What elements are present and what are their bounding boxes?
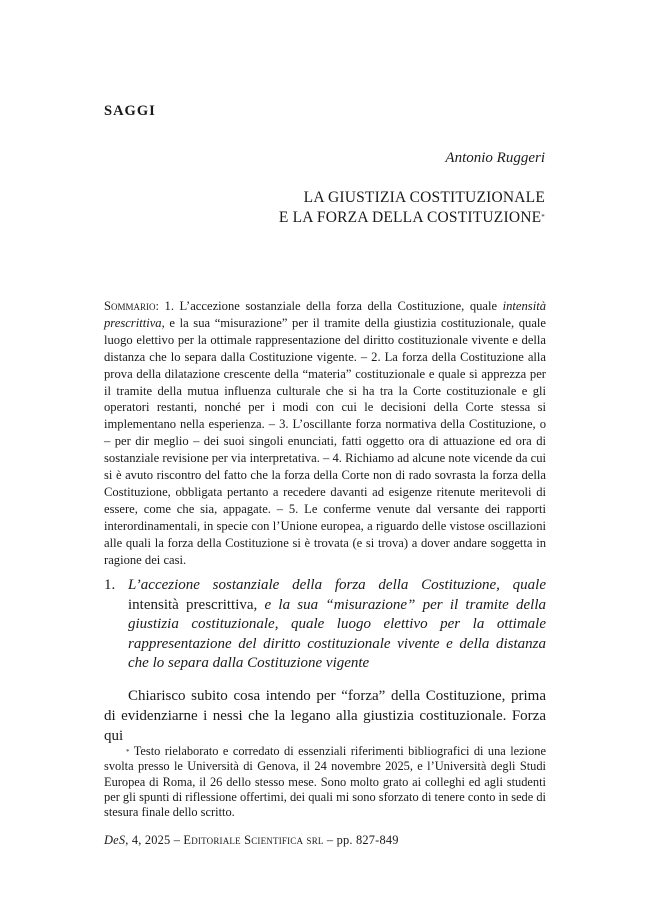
footnote-text: Testo rielaborato e corredato di essenziali riferimenti bibliografici di una lezione svolta presso le Università di Genova, il 24 novembre 2025, e l’Università degli Studi Europea di Roma, il 26 dello stesso mese. Sono molto grato ai colleghi ed agli studenti per gli spunti di riflessione offertimi, dei quali mi sono sforzato di tenere conto in sede di stesura finale dello scritto. [104, 744, 546, 820]
page-footer [104, 833, 399, 848]
footer-journal: DeS [104, 833, 126, 847]
title-line-2 [279, 208, 545, 228]
summary-lead: Sommario: [104, 299, 160, 313]
section-number: 1. [104, 577, 116, 593]
article-title [279, 188, 545, 228]
title-footnote-marker[interactable]: * [541, 213, 545, 221]
body-paragraph: Chiarisco subito cosa intendo per “forza” della Costituzione, prima di evidenziarne i nessi che la legano alla giustizia costituzionale. Forza qui [104, 688, 546, 744]
heading-italic-2: , e la sua “misurazione” per il tramite della giustizia costituzionale, quale luogo elettivo per la ottimale rappresentazione del diritto costituzionale vivente e della distanza che lo separa dalla Costituzione vigente [128, 596, 546, 671]
title-line-1: LA GIUSTIZIA COSTITUZIONALE [303, 189, 545, 206]
heading-roman-1: intensità prescrittiva [128, 596, 254, 613]
footnote [104, 744, 546, 820]
section-label: SAGGI [104, 103, 156, 119]
heading-italic-1: L’accezione sostanziale della forza della Costituzione, quale [128, 577, 546, 593]
summary-text-1: 1. L’accezione sostanziale della forza della Costituzione, quale [159, 299, 503, 313]
section-heading [104, 576, 546, 674]
summary-abstract [104, 298, 546, 569]
footnote-marker: * [126, 748, 130, 756]
summary-text-2: , e la sua “misurazione” per il tramite della giustizia costituzionale, quale luogo elettivo per la ottimale rappresentazione del diritto costituzionale vivente e della distanza che lo separa dalla Costituzione vigente. – 2. La forza della Costituzione alla prova della dilatazione crescente della “materia” costituzionale e quale si apprezza per il tramite della mutua influenza culturale che si ha tra la Corte costituzionale e gli operatori restanti, nonché per i modi con cui le decisioni della Corte stessa si implementano nella esperienza. – 3. L’oscillante forza normativa della Costituzione, o – per dir meglio – dei suoi singoli enunciati, fatti oggetto ora di attuazione ed ora di sostanziale revisione per via interpretativa. – 4. Richiamo ad alcune note vicende da cui si è avuto riscontro del fatto che la forza della Corte non di rado sovrasta la forza della Costituzione, obbligata pertanto a recedere davanti ad esigenze ritenute meritevoli di essere, come che sia, appagate. – 5. Le conferme venute dal versante dei rapporti interordinamentali, in specie con l’Unione europea, a riguardo delle vistose oscillazioni alle quali la forza della Costituzione si è trovata (e si trova) a dover andare soggetta in ragione dei casi. [104, 315, 546, 567]
footer-publisher: Editoriale Scientifica srl [183, 833, 324, 847]
footer-pages: – pp. 827-849 [323, 833, 399, 847]
summary-italic-1: intensità prescrittiva [104, 299, 546, 330]
author-name: Antonio Ruggeri [445, 150, 545, 166]
footer-issue: , 4, 2025 – [125, 833, 184, 847]
section-heading-text [128, 576, 546, 674]
title-line-2-text: E LA FORZA DELLA COSTITUZIONE [278, 209, 542, 226]
